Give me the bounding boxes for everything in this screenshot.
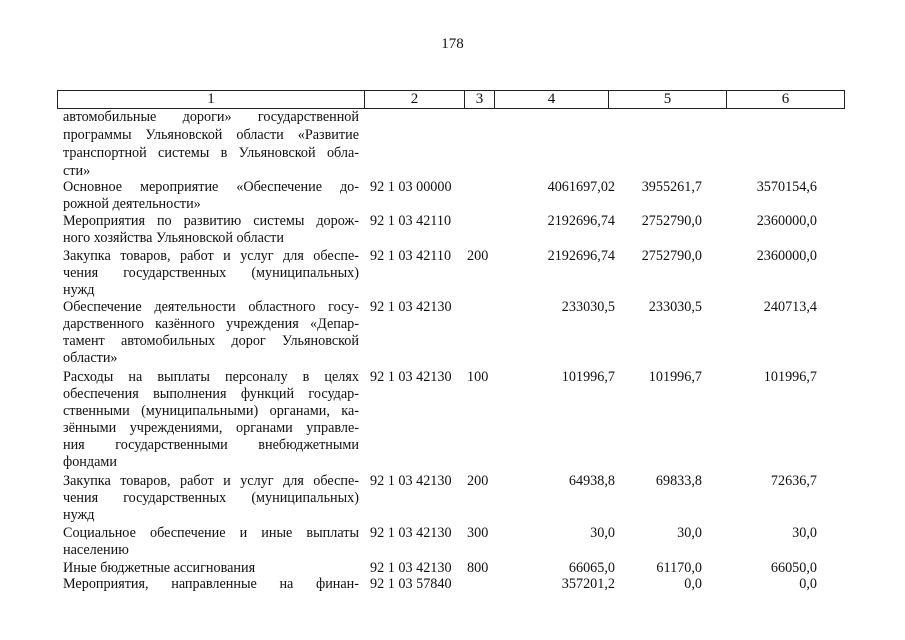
row-expense-type: 200 xyxy=(467,473,489,489)
row-description-line: ного хозяйства Ульяновской области xyxy=(63,230,284,246)
row-description-line: Мероприятия, направленные на финан- xyxy=(63,576,359,592)
row-description-line: Закупка товаров, работ и услуг для обеспе- xyxy=(63,473,359,489)
row-description-line: зёнными учреждениями, органами управле- xyxy=(63,420,359,436)
row-code: 92 1 03 42130 xyxy=(370,525,452,541)
row-code: 92 1 03 42130 xyxy=(370,560,452,576)
row-value-col5: 30,0 xyxy=(677,525,702,541)
row-expense-type: 300 xyxy=(467,525,489,541)
row-value-col5: 3955261,7 xyxy=(641,179,702,195)
header-col-3: 3 xyxy=(464,91,494,108)
row-expense-type: 200 xyxy=(467,248,489,264)
row-value-col4: 66065,0 xyxy=(568,560,615,576)
row-expense-type: 100 xyxy=(467,369,489,385)
row-description-line: Иные бюджетные ассигнования xyxy=(63,560,256,576)
row-description-line: чения государственных (муниципальных) xyxy=(63,265,359,281)
row-description-line: транспортной системы в Ульяновской обла- xyxy=(63,145,359,161)
row-value-col4: 2192696,74 xyxy=(547,248,615,264)
row-value-col5: 2752790,0 xyxy=(641,248,702,264)
header-col-1: 1 xyxy=(207,91,215,107)
row-description-line: дарственного казённого учреждения «Депар- xyxy=(63,316,359,332)
row-value-col5: 69833,8 xyxy=(655,473,702,489)
row-description-line: Основное мероприятие «Обеспечение до- xyxy=(63,179,359,195)
row-description-line: Социальное обеспечение и иные выплаты xyxy=(63,525,359,541)
header-col-2: 2 xyxy=(364,91,464,108)
row-value-col6: 101996,7 xyxy=(763,369,817,385)
row-code: 92 1 03 57840 xyxy=(370,576,452,592)
row-code: 92 1 03 42110 xyxy=(370,213,452,229)
row-code: 92 1 03 00000 xyxy=(370,179,452,195)
row-description-line: Расходы на выплаты персоналу в целях xyxy=(63,369,359,385)
row-value-col4: 30,0 xyxy=(590,525,615,541)
row-description-line: ния государственными внебюджетными xyxy=(63,437,359,453)
row-value-col6: 0,0 xyxy=(799,576,817,592)
row-value-col5: 2752790,0 xyxy=(641,213,702,229)
row-value-col6: 3570154,6 xyxy=(756,179,817,195)
header-col-6: 6 xyxy=(726,91,844,108)
row-value-col4: 233030,5 xyxy=(561,299,615,315)
row-description-line: сти» xyxy=(63,163,91,179)
row-value-col6: 240713,4 xyxy=(763,299,817,315)
row-description-line: Закупка товаров, работ и услуг для обеспе- xyxy=(63,248,359,264)
row-description-line: обеспечения выполнения функций государ- xyxy=(63,386,359,402)
row-value-col5: 61170,0 xyxy=(656,560,702,576)
row-value-col6: 2360000,0 xyxy=(756,248,817,264)
row-description-line: нужд xyxy=(63,507,95,523)
header-col-5: 5 xyxy=(608,91,726,108)
row-value-col6: 66050,0 xyxy=(770,560,817,576)
row-expense-type: 800 xyxy=(467,560,489,576)
table-header xyxy=(57,90,845,109)
row-description-line: автомобильные дороги» государственной xyxy=(63,109,359,125)
row-code: 92 1 03 42130 xyxy=(370,473,452,489)
header-col-4: 4 xyxy=(494,91,608,108)
row-description-line: нужд xyxy=(63,282,95,298)
row-description-line: Обеспечение деятельности областного госу- xyxy=(63,299,359,315)
row-value-col5: 0,0 xyxy=(684,576,702,592)
page-number: 178 xyxy=(441,36,464,52)
row-value-col4: 2192696,74 xyxy=(547,213,615,229)
row-description-line: ственными (муниципальными) органами, ка- xyxy=(63,403,359,419)
row-description-line: тамент автомобильных дорог Ульяновской xyxy=(63,333,359,349)
row-description-line: чения государственных (муниципальных) xyxy=(63,490,359,506)
row-description-line: области» xyxy=(63,350,118,366)
row-description-line: программы Ульяновской области «Развитие xyxy=(63,127,359,143)
row-code: 92 1 03 42110 xyxy=(370,248,452,264)
row-value-col4: 64938,8 xyxy=(568,473,615,489)
row-value-col4: 4061697,02 xyxy=(547,179,615,195)
row-value-col5: 233030,5 xyxy=(648,299,702,315)
row-value-col5: 101996,7 xyxy=(648,369,702,385)
row-code: 92 1 03 42130 xyxy=(370,369,452,385)
row-code: 92 1 03 42130 xyxy=(370,299,452,315)
row-value-col6: 2360000,0 xyxy=(756,213,817,229)
row-description-line: Мероприятия по развитию системы дорож- xyxy=(63,213,359,229)
row-value-col6: 30,0 xyxy=(792,525,817,541)
row-description-line: населению xyxy=(63,542,129,558)
row-value-col6: 72636,7 xyxy=(770,473,817,489)
row-description-line: рожной деятельности» xyxy=(63,196,201,212)
row-value-col4: 357201,2 xyxy=(561,576,615,592)
row-value-col4: 101996,7 xyxy=(561,369,615,385)
row-description-line: фондами xyxy=(63,454,117,470)
